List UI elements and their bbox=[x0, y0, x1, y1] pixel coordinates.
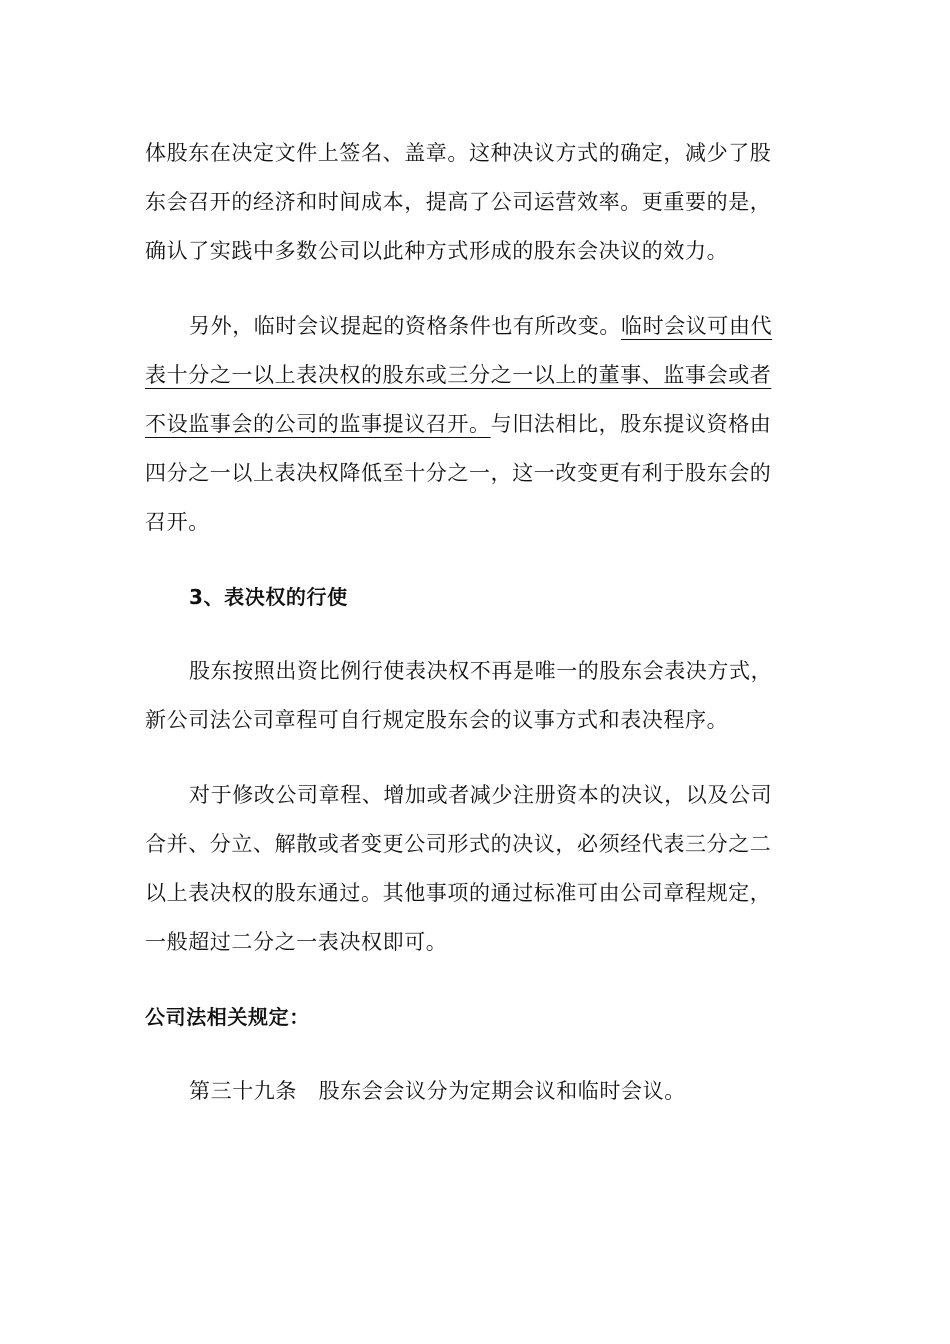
paragraph-2-line-2: 表十分之一以上表决权的股东或三分之一以上的董事、监事会或者 bbox=[145, 363, 772, 387]
section-heading-voting-rights: 3、表决权的行使 bbox=[189, 585, 348, 609]
paragraph-2-line-3 bbox=[145, 409, 805, 439]
paragraph-4-line-4: 一般超过二分之一表决权即可。 bbox=[145, 930, 448, 954]
paragraph-1-line-1: 体股东在决定文件上签名、盖章。这种决议方式的确定，减少了股 bbox=[145, 141, 772, 165]
article-39: 第三十九条 股东会会议分为定期会议和临时会议。 bbox=[189, 1079, 686, 1103]
paragraph-3-line-1: 股东按照出资比例行使表决权不再是唯一的股东会表决方式， bbox=[189, 659, 773, 683]
paragraph-2-line-4: 四分之一以上表决权降低至十分之一，这一改变更有利于股东会的 bbox=[145, 461, 772, 485]
paragraph-2-line-1 bbox=[189, 311, 805, 341]
paragraph-4-line-3: 以上表决权的股东通过。其他事项的通过标准可由公司章程规定， bbox=[145, 881, 772, 905]
paragraph-1-line-3: 确认了实践中多数公司以此种方式形成的股东会决议的效力。 bbox=[145, 239, 729, 263]
paragraph-2-plain-text: 另外，临时会议提起的资格条件也有所改变。 bbox=[189, 314, 621, 338]
paragraph-3-line-2: 新公司法公司章程可自行规定股东会的议事方式和表决程序。 bbox=[145, 708, 729, 732]
paragraph-2-underlined-end: 不设监事会的公司的监事提议召开。 bbox=[145, 412, 491, 436]
paragraph-4-line-1: 对于修改公司章程、增加或者减少注册资本的决议，以及公司 bbox=[189, 783, 773, 807]
paragraph-2-underlined-text: 临时会议可由代 bbox=[621, 314, 773, 338]
paragraph-2-line-5: 召开。 bbox=[145, 510, 210, 534]
paragraph-1-line-2: 东会召开的经济和时间成本，提高了公司运营效率。更重要的是， bbox=[145, 190, 772, 214]
section-title-company-law: 公司法相关规定： bbox=[145, 1005, 310, 1029]
paragraph-4-line-2: 合并、分立、解散或者变更公司形式的决议，必须经代表三分之二 bbox=[145, 832, 772, 856]
paragraph-2-plain-continuation: 与旧法相比，股东提议资格由 bbox=[490, 412, 772, 436]
